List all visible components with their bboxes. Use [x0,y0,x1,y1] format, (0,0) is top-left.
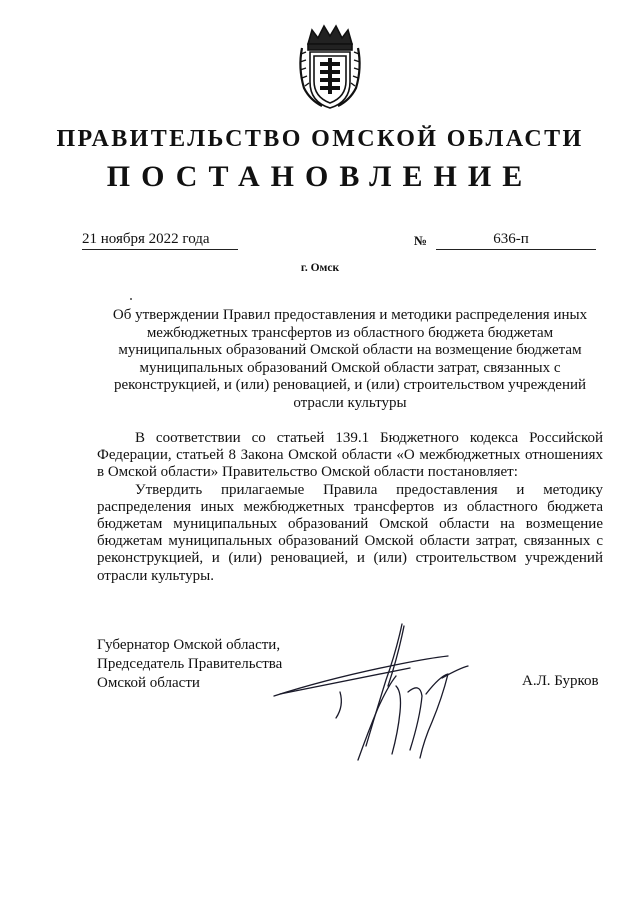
signer-name: А.Л. Бурков [522,673,599,689]
coat-of-arms-emblem [296,18,364,110]
document-city: г. Омск [300,262,340,274]
handwritten-signature [270,622,500,762]
document-body [97,430,603,585]
document-type-title: ПОСТАНОВЛЕНИЕ [106,160,534,193]
document-subject: Об утверждении Правил предоставления и методики распределения иных межбюджетных трансфертов из областного бюджета бюджетам муниципальных образований Омской области на возмещение бюджетам муниципальных образований Омской области затрат, связанных с реконструкцией, и (или) реновацией, и (или) строительством учреждений отрасли культуры [112,307,588,411]
resolution-paragraph: Утвердить прилагаемые Правила предоставления и методику распределения иных межбюджетных трансфертов из областного бюджета бюджетам муниципальных образований Омской области на возмещение бюджетам муниципальных образований Омской области затрат, связанных с реконструкцией, и (или) реновацией, и (или) строительством учреждений отрасли культуры. [97,481,603,584]
document-number: 636-п [436,231,596,250]
organization-title: ПРАВИТЕЛЬСТВО ОМСКОЙ ОБЛАСТИ [56,126,584,152]
signer-position-line-1: Губернатор Омской области, [97,637,281,653]
scan-speck [130,298,132,300]
signer-position-line-2: Председатель Правительства [97,656,283,672]
signer-position-line-3: Омской области [97,675,200,691]
preamble-paragraph: В соответствии со статьей 139.1 Бюджетного кодекса Российской Федерации, статьей 8 Закона Омской области «О межбюджетных отношениях в Омской области» Правительство Омской области постановляет: [97,430,603,481]
document-date: 21 ноября 2022 года [82,231,238,250]
number-sign: № [414,233,428,248]
signer-position [97,636,282,693]
